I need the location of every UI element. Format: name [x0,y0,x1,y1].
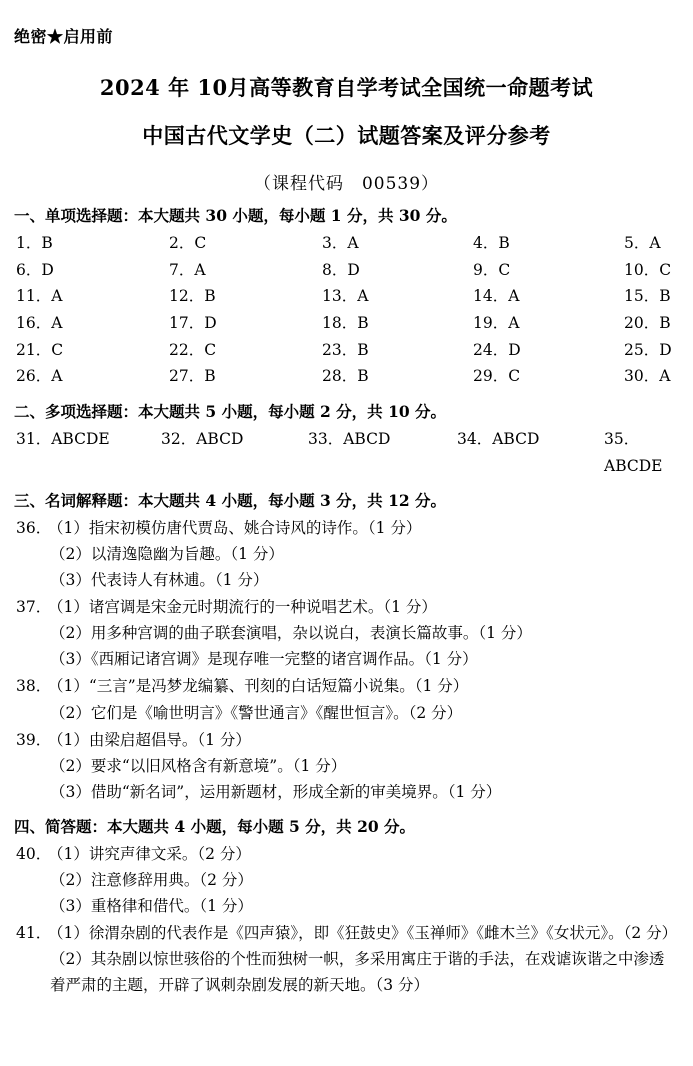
answer-cell: 31．ABCDE [16,429,110,448]
question-number: 36． [16,519,52,538]
question-text: （2）其杂剧以惊世骇俗的个性而独树一帜，多采用寓庄于谐的手法，在戏谑诙谐之中渗透着严肃的主题，开辟了讽刺杂剧发展的新天地。（3 分） [50,949,665,994]
course-code: （课程代码 00539） [253,174,440,194]
table-row [14,363,679,390]
secret-notice: 绝密★启用前 [14,27,114,46]
question-text: （3）借助“新名词”，运用新题材，形成全新的审美境界。（1 分） [50,782,502,801]
question-first-line [14,594,679,620]
answer-cell: 10．C [624,260,672,279]
answer-cell: 16．A [16,313,63,332]
question-block [14,841,679,919]
question-block [14,594,679,672]
section-desc: 本大题共 30 小题，每小题 1 分，共 30 分。 [138,206,457,225]
answer-cell: 7．A [169,260,206,279]
answer-cell: 32．ABCD [161,429,244,448]
answer-cell: 25．D [624,340,672,359]
section-label: 二、多项选择题： [14,401,139,421]
answer-cell: 33．ABCD [308,429,391,448]
table-row [14,310,679,337]
question-text: （1）指宋初模仿唐代贾岛、姚合诗风的诗作。（1 分） [48,519,422,538]
answer-cell: 8．D [322,260,360,279]
question-text: （2）用多种宫调的曲子联套演唱，杂以说白，表演长篇故事。（1 分） [50,624,532,643]
question-text: （2）注意修辞用典。（2 分） [50,870,253,889]
section-desc: 本大题共 4 小题，每小题 3 分，共 12 分。 [138,491,447,511]
answer-cell: 20．B [624,313,671,332]
question-text: （1）讲究声律文采。（2 分） [48,844,251,863]
answer-cell: 30．A [624,367,671,386]
question-text: （3）代表诗人有林逋。（1 分） [50,571,269,590]
section-label: 三、名词解释题： [14,491,139,511]
section-label: 四、简答题： [14,816,108,836]
table-row [14,337,679,364]
answer-cell: 24．D [473,340,521,359]
answer-cell: 13．A [322,287,369,306]
answer-cell: 2．C [169,234,207,253]
answer-cell: 1．B [16,234,53,253]
question-text: （2）它们是《喻世明言》《警世通言》《醒世恒言》。（2 分） [50,703,463,722]
answer-cell: 27．B [169,367,216,386]
question-text: （1）徐渭杂剧的代表作是《四声猿》，即《狂鼓史》《玉禅师》《雌木兰》《女状元》。（2 分） [48,923,678,942]
answer-cell: 29．C [473,367,521,386]
question-text: （1）由梁启超倡导。（1 分） [48,730,251,749]
single-choice-answers [14,230,679,390]
answer-cell: 18．B [322,313,369,332]
section-heading-short-answer [14,815,679,839]
section-heading-term-explanation [14,489,679,513]
question-number: 38． [16,677,52,696]
answer-cell: 19．A [473,313,520,332]
answer-cell: 6．D [16,260,54,279]
answer-cell: 21．C [16,340,64,359]
multi-choice-answers [14,426,679,479]
answer-cell: 14．A [473,287,520,306]
section-desc: 本大题共 4 小题，每小题 5 分，共 20 分。 [107,816,416,836]
question-number: 40． [16,844,52,863]
answer-cell: 17．D [169,313,217,332]
answer-cell: 3．A [322,234,359,253]
question-block [14,920,679,998]
question-first-line [14,515,679,541]
section-desc: 本大题共 5 小题，每小题 2 分，共 10 分。 [138,401,447,421]
answer-cell: 34．ABCD [457,429,540,448]
page-subtitle: 中国古代文学史（二）试题答案及评分参考 [142,122,551,148]
table-row [14,283,679,310]
answer-cell: 4．B [473,234,510,253]
answer-cell: 35．ABCDE [604,429,663,475]
section-label: 一、单项选择题： [14,206,139,225]
answer-cell: 9．C [473,260,511,279]
question-text: （2）要求“以旧风格含有新意境”。（1 分） [50,756,347,775]
section-heading-single-choice [14,204,679,228]
question-number: 37． [16,598,52,617]
answer-cell: 23．B [322,340,369,359]
question-text: （3）《西厢记诸宫调》是现存唯一完整的诸宫调作品。（1 分） [50,650,478,669]
question-first-line [14,673,679,699]
answer-cell: 28．B [322,367,369,386]
table-row [14,230,679,257]
document-content [14,62,679,998]
question-text: （3）重格律和借代。（1 分） [50,896,253,915]
question-first-line [14,920,679,946]
section-heading-multi-choice [14,400,679,424]
page-title: 2024 年 10月高等教育自学考试全国统一命题考试 [99,75,594,100]
question-number: 39． [16,730,52,749]
question-block [14,727,679,805]
question-block [14,673,679,725]
answer-cell: 5．A [624,234,661,253]
answer-cell: 22．C [169,340,217,359]
answer-cell: 26．A [16,367,63,386]
question-text: （2）以清逸隐幽为旨趣。（1 分） [50,545,284,564]
question-first-line [14,841,679,867]
answer-cell: 15．B [624,287,671,306]
answer-cell: 11．A [16,287,63,306]
question-text: （1）“三言”是冯梦龙编纂、刊刻的白话短篇小说集。（1 分） [48,677,469,696]
question-block [14,515,679,593]
answer-cell: 12．B [169,287,216,306]
question-first-line [14,727,679,753]
question-text: （1）诸宫调是宋金元时期流行的一种说唱艺术。（1 分） [48,598,437,617]
table-row [14,257,679,284]
question-number: 41． [16,923,52,942]
